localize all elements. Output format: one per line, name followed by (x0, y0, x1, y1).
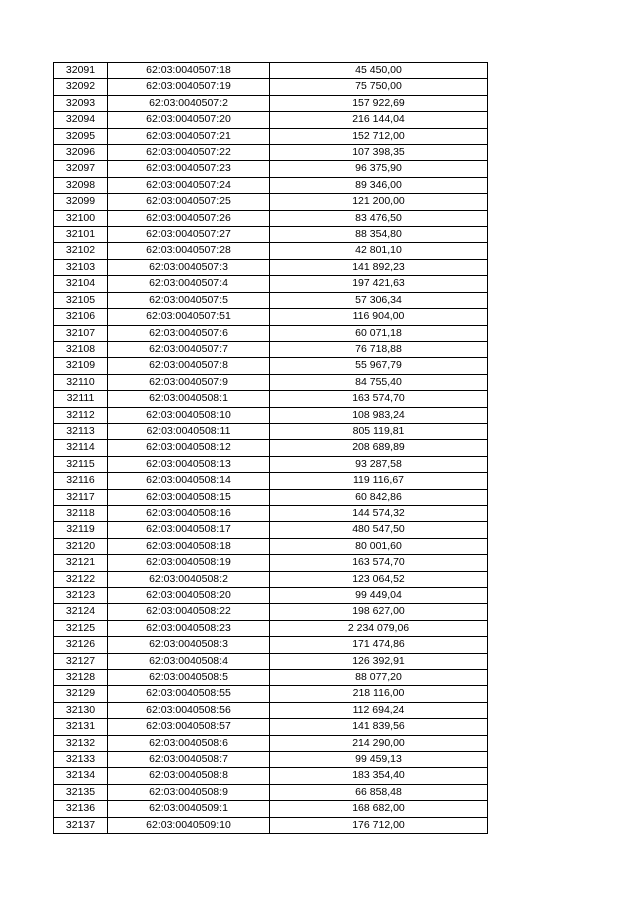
cadastral-number-cell: 62:03:0040507:8 (108, 358, 270, 374)
row-number-cell: 32125 (54, 620, 108, 636)
table-row (54, 604, 488, 620)
cadastral-value-cell: 121 200,00 (270, 194, 488, 210)
table-row (54, 112, 488, 128)
cadastral-value-cell: 55 967,79 (270, 358, 488, 374)
table-row (54, 243, 488, 259)
cadastral-number-cell: 62:03:0040508:3 (108, 637, 270, 653)
table-row (54, 341, 488, 357)
table-body (54, 63, 488, 834)
table-row (54, 817, 488, 833)
cadastral-number-cell: 62:03:0040508:10 (108, 407, 270, 423)
row-number-cell: 32130 (54, 702, 108, 718)
cadastral-number-cell: 62:03:0040508:8 (108, 768, 270, 784)
table-row (54, 177, 488, 193)
cadastral-number-cell: 62:03:0040507:27 (108, 227, 270, 243)
table-row (54, 653, 488, 669)
table-row (54, 719, 488, 735)
row-number-cell: 32103 (54, 259, 108, 275)
cadastral-value-cell: 80 001,60 (270, 538, 488, 554)
table-row (54, 637, 488, 653)
cadastral-value-cell: 163 574,70 (270, 391, 488, 407)
row-number-cell: 32094 (54, 112, 108, 128)
cadastral-number-cell: 62:03:0040508:14 (108, 473, 270, 489)
cadastral-number-cell: 62:03:0040507:25 (108, 194, 270, 210)
cadastral-value-cell: 123 064,52 (270, 571, 488, 587)
cadastral-value-cell: 183 354,40 (270, 768, 488, 784)
row-number-cell: 32099 (54, 194, 108, 210)
table-row (54, 588, 488, 604)
cadastral-value-cell: 99 449,04 (270, 588, 488, 604)
table-row (54, 292, 488, 308)
table-row (54, 227, 488, 243)
row-number-cell: 32100 (54, 210, 108, 226)
cadastral-number-cell: 62:03:0040508:23 (108, 620, 270, 636)
table-row (54, 95, 488, 111)
cadastral-value-cell: 119 116,67 (270, 473, 488, 489)
row-number-cell: 32092 (54, 79, 108, 95)
row-number-cell: 32112 (54, 407, 108, 423)
row-number-cell: 32114 (54, 440, 108, 456)
table-row (54, 801, 488, 817)
row-number-cell: 32132 (54, 735, 108, 751)
row-number-cell: 32104 (54, 276, 108, 292)
cadastral-value-cell: 214 290,00 (270, 735, 488, 751)
row-number-cell: 32136 (54, 801, 108, 817)
cadastral-number-cell: 62:03:0040507:7 (108, 341, 270, 357)
row-number-cell: 32106 (54, 309, 108, 325)
cadastral-number-cell: 62:03:0040508:5 (108, 670, 270, 686)
table-row (54, 423, 488, 439)
table-row (54, 276, 488, 292)
table-row (54, 735, 488, 751)
table-row (54, 259, 488, 275)
table-row (54, 473, 488, 489)
cadastral-number-cell: 62:03:0040509:10 (108, 817, 270, 833)
cadastral-number-cell: 62:03:0040507:6 (108, 325, 270, 341)
row-number-cell: 32120 (54, 538, 108, 554)
cadastral-value-cell: 198 627,00 (270, 604, 488, 620)
row-number-cell: 32126 (54, 637, 108, 653)
cadastral-number-cell: 62:03:0040507:28 (108, 243, 270, 259)
table-row (54, 309, 488, 325)
cadastral-number-cell: 62:03:0040507:2 (108, 95, 270, 111)
cadastral-value-cell: 75 750,00 (270, 79, 488, 95)
cadastral-number-cell: 62:03:0040508:19 (108, 555, 270, 571)
table-row (54, 768, 488, 784)
row-number-cell: 32137 (54, 817, 108, 833)
table-row (54, 161, 488, 177)
cadastral-value-cell: 57 306,34 (270, 292, 488, 308)
cadastral-value-cell: 42 801,10 (270, 243, 488, 259)
row-number-cell: 32118 (54, 505, 108, 521)
cadastral-value-cell: 152 712,00 (270, 128, 488, 144)
row-number-cell: 32117 (54, 489, 108, 505)
cadastral-number-cell: 62:03:0040507:26 (108, 210, 270, 226)
cadastral-value-cell: 157 922,69 (270, 95, 488, 111)
row-number-cell: 32113 (54, 423, 108, 439)
row-number-cell: 32124 (54, 604, 108, 620)
cadastral-value-cell: 144 574,32 (270, 505, 488, 521)
table-row (54, 79, 488, 95)
cadastral-value-cell: 60 071,18 (270, 325, 488, 341)
table-row (54, 538, 488, 554)
table-row (54, 210, 488, 226)
row-number-cell: 32123 (54, 588, 108, 604)
cadastral-value-cell: 93 287,58 (270, 456, 488, 472)
cadastral-number-cell: 62:03:0040507:51 (108, 309, 270, 325)
cadastral-number-cell: 62:03:0040508:4 (108, 653, 270, 669)
cadastral-value-cell: 112 694,24 (270, 702, 488, 718)
cadastral-number-cell: 62:03:0040508:18 (108, 538, 270, 554)
cadastral-value-cell: 96 375,90 (270, 161, 488, 177)
row-number-cell: 32110 (54, 374, 108, 390)
cadastral-value-cell: 480 547,50 (270, 522, 488, 538)
table-row (54, 456, 488, 472)
row-number-cell: 32129 (54, 686, 108, 702)
row-number-cell: 32102 (54, 243, 108, 259)
cadastral-number-cell: 62:03:0040508:7 (108, 752, 270, 768)
cadastral-number-cell: 62:03:0040508:55 (108, 686, 270, 702)
cadastral-number-cell: 62:03:0040507:21 (108, 128, 270, 144)
table-row (54, 571, 488, 587)
cadastral-value-cell: 60 842,86 (270, 489, 488, 505)
table-row (54, 358, 488, 374)
table-row (54, 194, 488, 210)
cadastral-value-cell: 66 858,48 (270, 784, 488, 800)
cadastral-number-cell: 62:03:0040508:12 (108, 440, 270, 456)
cadastral-value-cell: 89 346,00 (270, 177, 488, 193)
table-row (54, 555, 488, 571)
table-row (54, 63, 488, 79)
cadastral-value-cell: 141 892,23 (270, 259, 488, 275)
cadastral-value-cell: 88 077,20 (270, 670, 488, 686)
cadastral-value-cell: 2 234 079,06 (270, 620, 488, 636)
row-number-cell: 32097 (54, 161, 108, 177)
cadastral-value-cell: 163 574,70 (270, 555, 488, 571)
row-number-cell: 32134 (54, 768, 108, 784)
row-number-cell: 32091 (54, 63, 108, 79)
cadastral-value-cell: 45 450,00 (270, 63, 488, 79)
cadastral-number-cell: 62:03:0040508:2 (108, 571, 270, 587)
table-row (54, 440, 488, 456)
cadastral-value-cell: 197 421,63 (270, 276, 488, 292)
row-number-cell: 32131 (54, 719, 108, 735)
table-row (54, 505, 488, 521)
row-number-cell: 32096 (54, 145, 108, 161)
cadastral-number-cell: 62:03:0040508:13 (108, 456, 270, 472)
cadastral-value-cell: 126 392,91 (270, 653, 488, 669)
cadastral-number-cell: 62:03:0040507:18 (108, 63, 270, 79)
cadastral-value-cell: 141 839,56 (270, 719, 488, 735)
cadastral-value-cell: 76 718,88 (270, 341, 488, 357)
cadastral-value-cell: 168 682,00 (270, 801, 488, 817)
cadastral-number-cell: 62:03:0040508:1 (108, 391, 270, 407)
table-row (54, 752, 488, 768)
cadastral-number-cell: 62:03:0040507:20 (108, 112, 270, 128)
table-row (54, 145, 488, 161)
table-row (54, 489, 488, 505)
cadastral-number-cell: 62:03:0040508:15 (108, 489, 270, 505)
cadastral-number-cell: 62:03:0040508:6 (108, 735, 270, 751)
cadastral-number-cell: 62:03:0040508:9 (108, 784, 270, 800)
cadastral-value-cell: 99 459,13 (270, 752, 488, 768)
table-row (54, 784, 488, 800)
row-number-cell: 32107 (54, 325, 108, 341)
table-row (54, 374, 488, 390)
cadastral-value-table (53, 62, 488, 834)
row-number-cell: 32101 (54, 227, 108, 243)
cadastral-number-cell: 62:03:0040507:22 (108, 145, 270, 161)
cadastral-number-cell: 62:03:0040507:24 (108, 177, 270, 193)
row-number-cell: 32111 (54, 391, 108, 407)
cadastral-number-cell: 62:03:0040507:9 (108, 374, 270, 390)
table-row (54, 407, 488, 423)
cadastral-number-cell: 62:03:0040508:20 (108, 588, 270, 604)
table-row (54, 391, 488, 407)
cadastral-value-cell: 83 476,50 (270, 210, 488, 226)
row-number-cell: 32095 (54, 128, 108, 144)
row-number-cell: 32135 (54, 784, 108, 800)
row-number-cell: 32121 (54, 555, 108, 571)
cadastral-number-cell: 62:03:0040507:5 (108, 292, 270, 308)
row-number-cell: 32128 (54, 670, 108, 686)
row-number-cell: 32116 (54, 473, 108, 489)
table-row (54, 325, 488, 341)
row-number-cell: 32119 (54, 522, 108, 538)
cadastral-value-cell: 805 119,81 (270, 423, 488, 439)
row-number-cell: 32127 (54, 653, 108, 669)
row-number-cell: 32105 (54, 292, 108, 308)
cadastral-value-cell: 108 983,24 (270, 407, 488, 423)
table-row (54, 686, 488, 702)
table-row (54, 702, 488, 718)
cadastral-value-cell: 88 354,80 (270, 227, 488, 243)
table-row (54, 522, 488, 538)
cadastral-number-cell: 62:03:0040507:3 (108, 259, 270, 275)
cadastral-value-cell: 208 689,89 (270, 440, 488, 456)
cadastral-value-cell: 176 712,00 (270, 817, 488, 833)
row-number-cell: 32133 (54, 752, 108, 768)
cadastral-number-cell: 62:03:0040508:16 (108, 505, 270, 521)
cadastral-number-cell: 62:03:0040508:22 (108, 604, 270, 620)
cadastral-value-cell: 171 474,86 (270, 637, 488, 653)
row-number-cell: 32115 (54, 456, 108, 472)
row-number-cell: 32122 (54, 571, 108, 587)
cadastral-number-cell: 62:03:0040508:11 (108, 423, 270, 439)
cadastral-value-cell: 218 116,00 (270, 686, 488, 702)
cadastral-number-cell: 62:03:0040508:57 (108, 719, 270, 735)
cadastral-number-cell: 62:03:0040507:4 (108, 276, 270, 292)
cadastral-value-cell: 116 904,00 (270, 309, 488, 325)
row-number-cell: 32109 (54, 358, 108, 374)
cadastral-number-cell: 62:03:0040508:56 (108, 702, 270, 718)
row-number-cell: 32093 (54, 95, 108, 111)
cadastral-value-cell: 216 144,04 (270, 112, 488, 128)
cadastral-value-cell: 107 398,35 (270, 145, 488, 161)
table-row (54, 620, 488, 636)
row-number-cell: 32098 (54, 177, 108, 193)
cadastral-number-cell: 62:03:0040507:19 (108, 79, 270, 95)
cadastral-number-cell: 62:03:0040507:23 (108, 161, 270, 177)
table-row (54, 128, 488, 144)
table-row (54, 670, 488, 686)
cadastral-number-cell: 62:03:0040509:1 (108, 801, 270, 817)
cadastral-number-cell: 62:03:0040508:17 (108, 522, 270, 538)
row-number-cell: 32108 (54, 341, 108, 357)
cadastral-value-cell: 84 755,40 (270, 374, 488, 390)
